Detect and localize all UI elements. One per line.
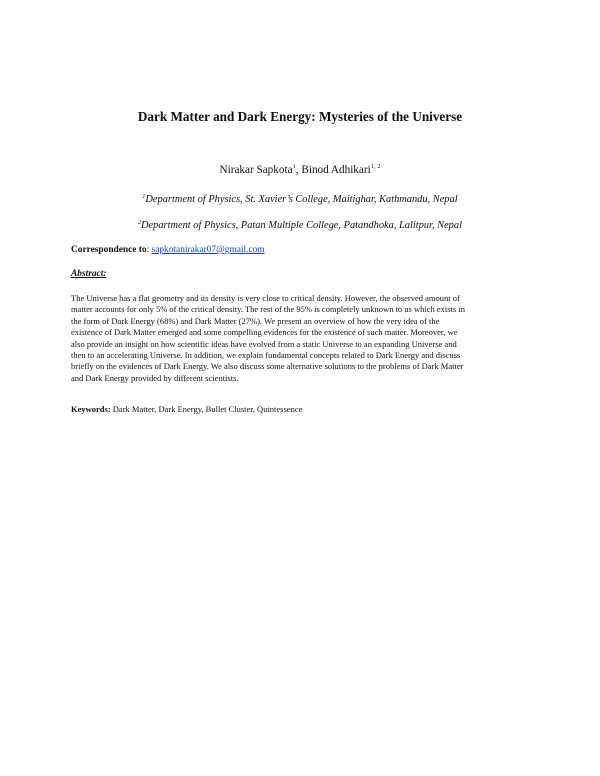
keywords — [71, 404, 302, 414]
abstract-line: briefly on the evidences of Dark Energy. We also discuss some alternative solutions to the problems of Dark Matter — [71, 361, 464, 372]
correspondence: Correspondence to: sapkotanirakar07@gmail.com — [71, 245, 265, 255]
abstract-line: and Dark Energy provided by different scientists. — [71, 372, 239, 383]
abstract-line: The Universe has a flat geometry and its density is very close to critical density. However, the observed amount of — [71, 293, 460, 303]
affiliation-text: Department of Physics, St. Xavier’s College, Maitighar, Kathmandu, Nepal — [145, 194, 458, 205]
abstract-heading: Abstract: — [71, 269, 107, 279]
correspondence-label: Correspondence to — [71, 245, 147, 255]
author-name: Binod Adhikari — [301, 164, 371, 176]
abstract-line: matter accounts for only 5% of the critical density. The rest of the 95% is completely unknown to us which exists in — [71, 304, 465, 315]
author-affiliation-marker: 1 — [292, 163, 296, 170]
keywords-label: Keywords: — [71, 404, 111, 414]
author-affiliation-marker: 1, 2 — [370, 163, 381, 170]
abstract-line: the form of Dark Energy (68%) and Dark Matter (27%). We present an overview of how the very idea of the — [71, 315, 440, 326]
abstract-line: then to an accelerating Universe. In addition, we explain fundamental concepts related to Dark Energy and discuss — [71, 350, 461, 361]
correspondence-email-link[interactable]: sapkotanirakar07@gmail.com — [151, 245, 265, 255]
abstract-body — [71, 293, 533, 384]
affiliation-marker: 1 — [142, 194, 146, 200]
paper-title: Dark Matter and Dark Energy: Mysteries of the Universe — [137, 109, 463, 124]
author-list: Nirakar Sapkota$^1$, Binod Adhikari$^{1, 2}$ — [219, 163, 381, 176]
affiliation — [0, 194, 600, 205]
abstract-line: existence of Dark Matter emerged and some compelling evidences for the existence of such matter. Moreover, we — [71, 327, 458, 338]
keywords-text: Dark Matter, Dark Energy, Bullet Cluster, Quintessence — [112, 404, 303, 414]
affiliation-marker: 2 — [138, 220, 142, 226]
affiliation — [0, 220, 600, 231]
affiliation-text: Department of Physics, Patan Multiple College, Patandhoka, Lalitpur, Nepal — [141, 220, 462, 231]
author-name: Nirakar Sapkota — [219, 164, 293, 176]
abstract-line: also provide an insight on how scientific ideas have evolved from a static Universe to an expanding Universe and — [71, 338, 457, 349]
